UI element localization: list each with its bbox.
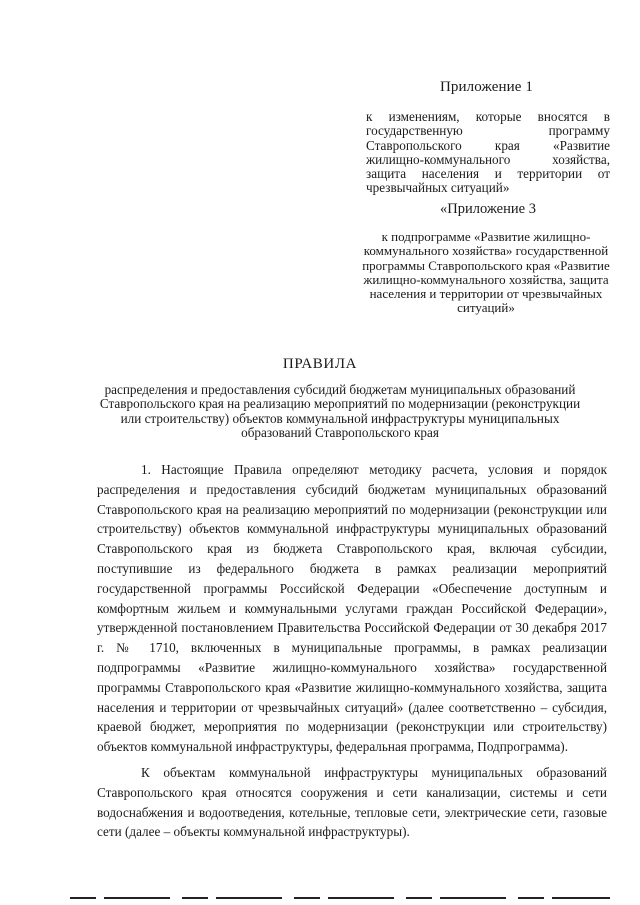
rules-heading: ПРАВИЛА	[282, 356, 358, 372]
paragraph-2: К объектам коммунальной инфраструктуры муниципальных образований Ставропольского края относятся сооружения и сети канализации, системы и сети водоснабжения и водоотведения, котельные, тепловые сети, электрические сети, газовые сети (далее – объекты коммунальной инфраструктуры).	[97, 765, 607, 840]
sub-appendix-title: «Приложение 3	[440, 201, 536, 217]
paragraph-1: 1. Настоящие Правила определяют методику расчета, условия и порядок распределения и предоставления субсидий бюджетам муниципальных образований Ставропольского края на реализацию мероприятий по модернизации (реконструкции или строительству) объектов коммунальной инфраструктуры муниципальных образований Ставропольского края из бюджета Ставропольского края, включая субсидии, поступившие из федерального бюджета в рамках реализации мероприятий государственной программы Российской Федерации «Обеспечение доступным и комфортным жильем и коммунальными услугами граждан Российской Федерации», утвержденной постановлением Правительства Российской Федерации от 30 декабря 2017 г. № 1710, включенных в муниципальные программы, в рамках реализации подпрограммы «Развитие жилищно-коммунального хозяйства» государственной программы Ставропольского края «Развитие жилищно-коммунального хозяйства, защита населения и территории от чрезвычайных ситуаций» (далее соответственно – субсидия, краевой бюджет, мероприятия по модернизации (реконструкции или строительству) объектов коммунальной инфраструктуры, федеральная программа, Подпрограмма).	[97, 462, 607, 755]
appendix-title: Приложение 1	[440, 79, 533, 95]
sub-appendix-description: к подпрограмме «Развитие жилищно-коммунального хозяйства» государственной программы Ставропольского края «Развитие жилищно-коммунального хозяйства, защита населения и территории от чрезвычайных ситуаций»	[362, 229, 610, 316]
footer-divider	[70, 897, 610, 899]
appendix-description: к изменениям, которые вносятся в государственную программу Ставропольского края «Развитие жилищно-коммунального хозяйства, защита населения и территории от чрезвычайных ситуаций»	[366, 109, 610, 196]
rules-subtitle: распределения и предоставления субсидий бюджетам муниципальных образований Ставропольского края на реализацию мероприятий по модернизации (реконструкции или строительству) объектов коммунальной инфраструктуры муниципальных образований Ставропольского края	[99, 382, 581, 440]
